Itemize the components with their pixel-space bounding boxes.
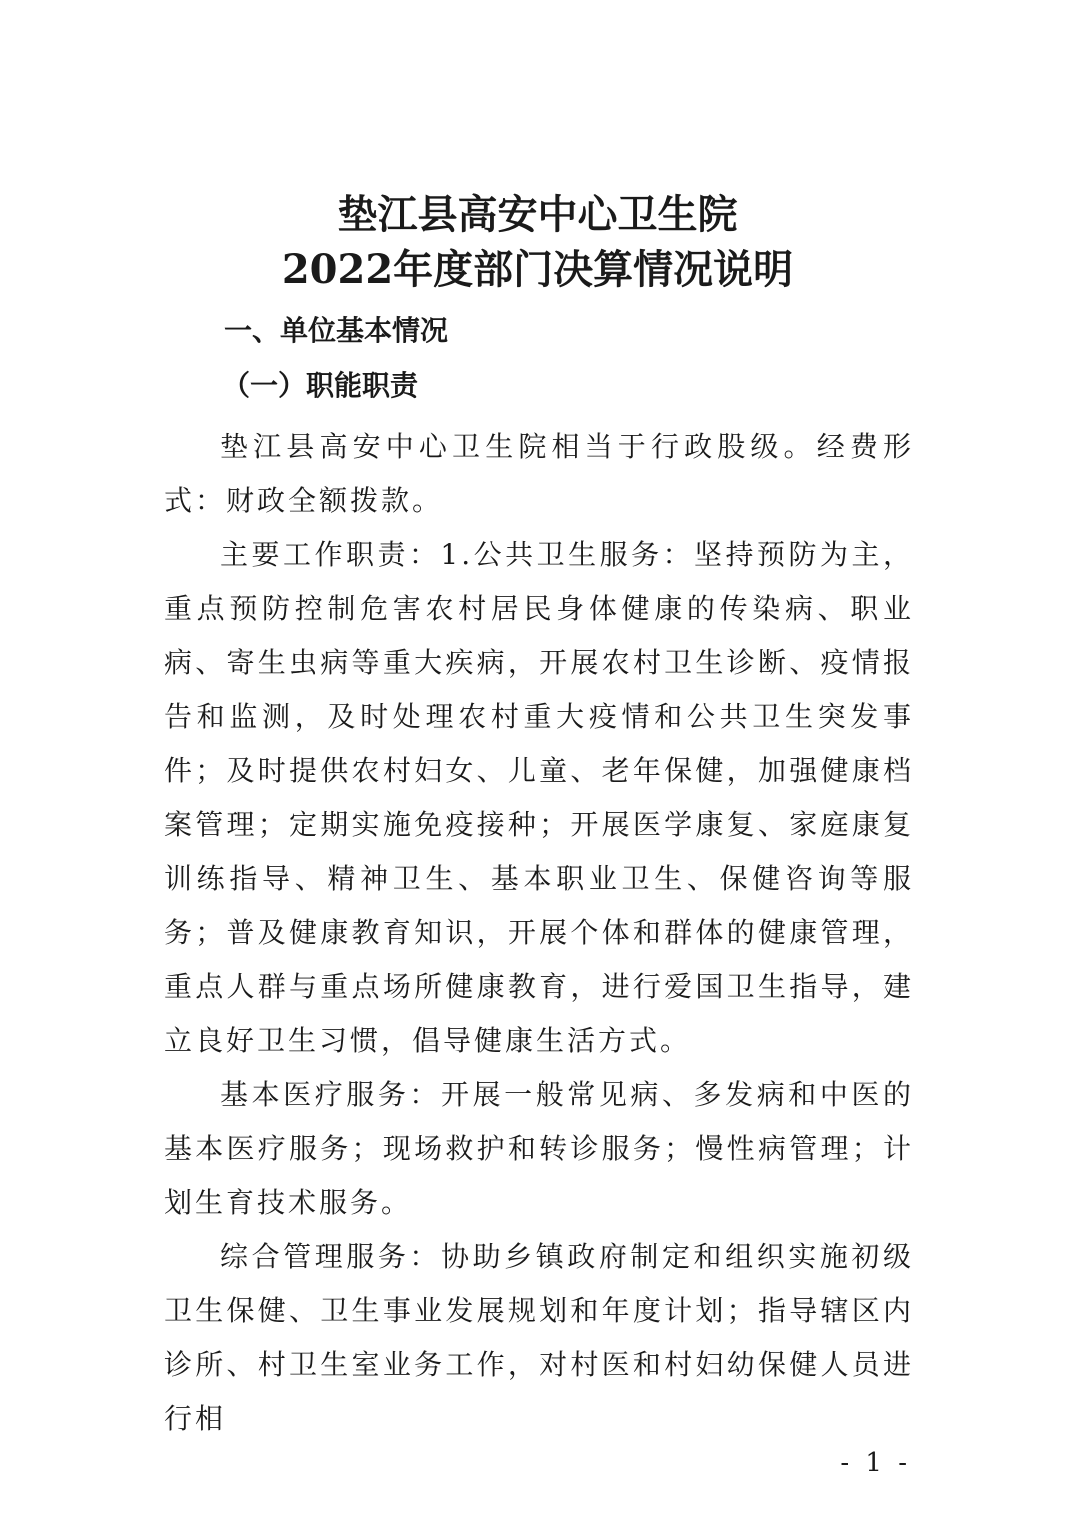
paragraph-comprehensive-management: 综合管理服务：协助乡镇政府制定和组织实施初级卫生保健、卫生事业发展规划和年度计划；指导辖区内诊所、村卫生室业务工作，对村医和村妇幼保健人员进行相 [164,1240,914,1435]
paragraph-unit-level: 垫江县高安中心卫生院相当于行政股级。经费形式：财政全额拨款。 [164,430,914,517]
paragraph-basic-medical: 基本医疗服务：开展一般常见病、多发病和中医的基本医疗服务；现场救护和转诊服务；慢性病管理；计划生育技术服务。 [164,1078,914,1219]
subsection-heading: （一）职能职责 [222,369,419,402]
paragraph-main-duties: 主要工作职责：1.公共卫生服务：坚持预防为主，重点预防控制危害农村居民身体健康的传染病、职业病、寄生虫病等重大疾病，开展农村卫生诊断、疫情报告和监测，及时处理农村重大疫情和公共卫生突发事件；及时提供农村妇女、儿童、老年保健，加强健康档案管理；定期实施免疫接种；开展医学康复、家庭康复训练指导、精神卫生、基本职业卫生、保健咨询等服务；普及健康教育知识，开展个体和群体的健康管理，重点人群与重点场所健康教育，进行爱国卫生指导，建立良好卫生习惯，倡导健康生活方式。 [164,538,914,1057]
page-number: - 1 - [840,1448,911,1478]
section-heading: 一、单位基本情况 [224,314,449,347]
body-text [164,420,914,1446]
document-title-line2: 2022年度部门决算情况说明 [281,246,794,293]
document-title-line1: 垫江县高安中心卫生院 [337,191,738,238]
